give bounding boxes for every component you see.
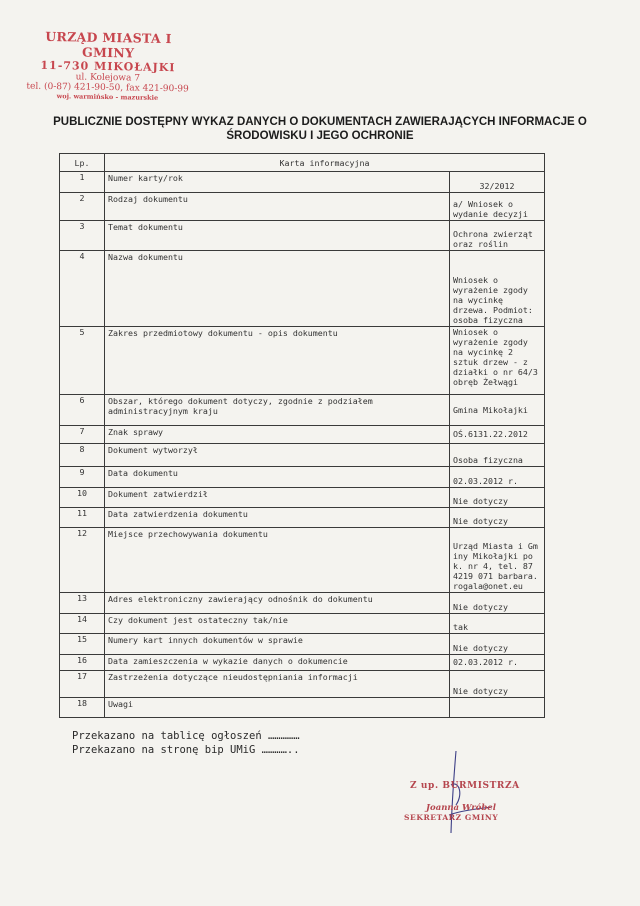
stamp-line-phone: tel. (0-87) 421-90-50, fax 421-90-99 <box>26 81 189 95</box>
row-value: Nie dotyczy <box>450 488 545 508</box>
table-row <box>60 671 545 698</box>
row-label: Numer karty/rok <box>105 172 450 193</box>
table-row <box>60 251 545 327</box>
row-value: a/ Wniosek o wydanie decyzji <box>450 193 545 221</box>
row-value: 32/2012 <box>450 172 545 193</box>
table-row <box>60 488 545 508</box>
row-number: 2 <box>60 193 105 221</box>
row-value: Nie dotyczy <box>450 634 545 655</box>
stamp-line-region: woj. warmińsko - mazurskie <box>56 92 159 102</box>
table-row <box>60 172 545 193</box>
row-value: Urząd Miasta i Gminy Mikołajki pok. nr 4, tel. 87 4219 071 barbara.rogala@onet.eu <box>450 528 545 593</box>
row-label: Dokument zatwierdził <box>105 488 450 508</box>
row-label: Znak sprawy <box>105 426 450 444</box>
row-label: Data dokumentu <box>105 467 450 488</box>
row-number: 17 <box>60 671 105 698</box>
row-number: 8 <box>60 444 105 467</box>
row-label: Obszar, którego dokument dotyczy, zgodnie z podziałem administracyjnym kraju <box>105 395 450 426</box>
information-card-table <box>59 153 545 718</box>
row-number: 16 <box>60 655 105 671</box>
row-number: 15 <box>60 634 105 655</box>
row-label: Czy dokument jest ostateczny tak/nie <box>105 614 450 634</box>
row-label: Miejsce przechowywania dokumentu <box>105 528 450 593</box>
office-stamp <box>17 28 198 102</box>
row-value: Nie dotyczy <box>450 671 545 698</box>
row-label: Zastrzeżenia dotyczące nieudostępniania informacji <box>105 671 450 698</box>
table-row <box>60 327 545 395</box>
row-number: 5 <box>60 327 105 395</box>
row-label: Data zatwierdzenia dokumentu <box>105 508 450 528</box>
row-number: 3 <box>60 221 105 251</box>
row-value: Osoba fizyczna <box>450 444 545 467</box>
table-row <box>60 193 545 221</box>
table-row <box>60 395 545 426</box>
row-number: 10 <box>60 488 105 508</box>
row-label: Numery kart innych dokumentów w sprawie <box>105 634 450 655</box>
row-number: 13 <box>60 593 105 614</box>
table-row <box>60 593 545 614</box>
row-label: Nazwa dokumentu <box>105 251 450 327</box>
row-number: 7 <box>60 426 105 444</box>
row-number: 1 <box>60 172 105 193</box>
row-value: 02.03.2012 r. <box>450 467 545 488</box>
row-value: tak <box>450 614 545 634</box>
row-number: 6 <box>60 395 105 426</box>
table-row <box>60 528 545 593</box>
row-number: 18 <box>60 698 105 718</box>
row-label: Temat dokumentu <box>105 221 450 251</box>
row-value: OŚ.6131.22.2012 <box>450 426 545 444</box>
row-value: Nie dotyczy <box>450 593 545 614</box>
table-row <box>60 655 545 671</box>
row-label: Adres elektroniczny zawierający odnośnik do dokumentu <box>105 593 450 614</box>
table-row <box>60 221 545 251</box>
stamp-line-postcode: 11-730 MIKOŁAJKI <box>40 58 176 75</box>
row-value: Ochrona zwierząt oraz roślin <box>450 221 545 251</box>
row-label: Rodzaj dokumentu <box>105 193 450 221</box>
row-value: 02.03.2012 r. <box>450 655 545 671</box>
row-value: Wniosek o wyrażenie zgody na wycinkę 2 sztuk drzew - z działki o nr 64/3 obręb Żełwągi <box>450 327 545 395</box>
posting-note-bip: Przekazano na stronę bip UMiG ………….. <box>72 744 300 756</box>
table-row <box>60 698 545 718</box>
document-title: PUBLICZNIE DOSTĘPNY WYKAZ DANYCH O DOKUMENTACH ZAWIERAJĄCYCH INFORMACJE O ŚRODOWISKU I JEGO OCHRONIE <box>53 116 587 142</box>
row-number: 12 <box>60 528 105 593</box>
signature-block <box>400 745 540 835</box>
table-row <box>60 614 545 634</box>
signature-stamp-authority: Z up. BURMISTRZA <box>410 781 520 791</box>
row-label: Dokument wytworzył <box>105 444 450 467</box>
header-card: Karta informacyjna <box>105 154 545 172</box>
table-row <box>60 634 545 655</box>
row-number: 11 <box>60 508 105 528</box>
signature-stamp-name: Joanna Wróbel <box>426 803 496 813</box>
stamp-line-office: URZĄD MIASTA I GMINY <box>45 28 172 61</box>
table-row <box>60 426 545 444</box>
table-row <box>60 467 545 488</box>
row-number: 14 <box>60 614 105 634</box>
row-label: Data zamieszczenia w wykazie danych o dokumencie <box>105 655 450 671</box>
row-value: Wniosek o wyrażenie zgody na wycinkę drzewa. Podmiot: osoba fizyczna <box>450 251 545 327</box>
posting-note-board: Przekazano na tablicę ogłoszeń …………… <box>72 730 300 742</box>
row-value: Nie dotyczy <box>450 508 545 528</box>
row-label: Uwagi <box>105 698 450 718</box>
row-label: Zakres przedmiotowy dokumentu - opis dokumentu <box>105 327 450 395</box>
posting-notes <box>72 729 300 757</box>
row-number: 9 <box>60 467 105 488</box>
row-value: Gmina Mikołajki <box>450 395 545 426</box>
row-number: 4 <box>60 251 105 327</box>
table-row <box>60 508 545 528</box>
table-row <box>60 444 545 467</box>
table-header-row <box>60 154 545 172</box>
row-value <box>450 698 545 718</box>
header-lp: Lp. <box>60 154 105 172</box>
signature-stamp-title: SEKRETARZ GMINY <box>404 813 499 822</box>
stamp-line-street: ul. Kolejowa 7 <box>75 72 141 84</box>
